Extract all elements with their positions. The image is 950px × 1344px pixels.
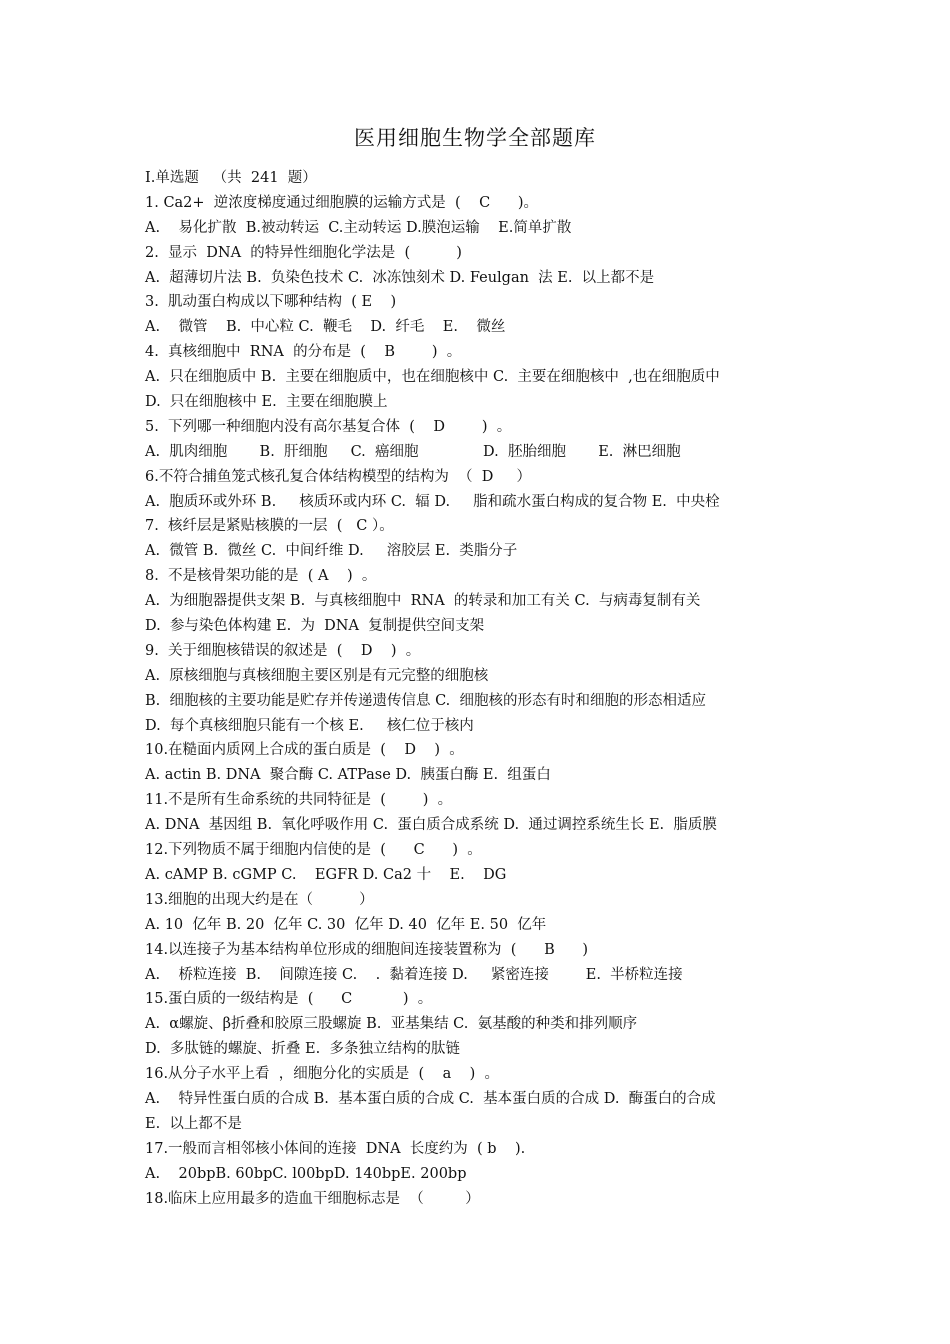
text-line: B. 细胞核的主要功能是贮存并传递遗传信息 C. 细胞核的形态有时和细胞的形态相适应 xyxy=(145,692,706,709)
text-line: A. 易化扩散 B.被动转运 C.主动转运 D.膜泡运输 E.简单扩散 xyxy=(145,219,572,236)
text-line: 18.临床上应用最多的造血干细胞标志是 （ ） xyxy=(145,1190,480,1207)
text-line: I.单选题 （共 241 题） xyxy=(145,170,317,186)
document-title: 医用细胞生物学全部题库 xyxy=(354,126,596,150)
text-line: 7. 核纤层是紧贴核膜的一层 ( C ）。 xyxy=(145,518,394,535)
text-line: 12.下列物质不属于细胞内信使的是 ( C ) 。 xyxy=(145,842,482,859)
text-line: E. 以上都不是 xyxy=(145,1115,242,1132)
text-line: 13.细胞的出现大约是在（ ） xyxy=(145,891,374,908)
text-line: 16.从分子水平上看 ，细胞分化的实质是 ( a ) 。 xyxy=(145,1066,500,1083)
text-line: A. 20bpB. 60bpC. l00bpD. 140bpE. 200bp xyxy=(145,1165,467,1182)
text-line: 5. 下列哪一种细胞内没有高尔基复合体 ( D ) 。 xyxy=(145,418,512,435)
text-line: D. 多肽链的螺旋、折叠 E. 多条独立结构的肽链 xyxy=(145,1041,460,1058)
text-line: 4. 真核细胞中 RNA 的分布是 ( B ) 。 xyxy=(145,344,462,361)
text-line: A. 肌肉细胞 B. 肝细胞 C. 癌细胞 D. 胚胎细胞 E. 淋巴细胞 xyxy=(145,443,681,460)
text-line: 8. 不是核骨架功能的是 ( A ) 。 xyxy=(145,568,377,585)
text-line: A. 原核细胞与真核细胞主要区别是有元完整的细胞核 xyxy=(145,667,489,684)
text-line: A. 微管 B. 中心粒 C. 鞭毛 D. 纤毛 E. 微丝 xyxy=(145,319,506,336)
text-line: 11.不是所有生命系统的共同特征是 ( ) 。 xyxy=(145,792,453,809)
text-line: A. 微管 B. 微丝 C. 中间纤维 D. 溶胶层 E. 类脂分子 xyxy=(145,543,518,560)
text-line: D. 每个真核细胞只能有一个核 E. 核仁位于核内 xyxy=(145,717,474,734)
text-line: 15.蛋白质的一级结构是 ( C ) 。 xyxy=(145,991,433,1008)
text-line: A. actin B. DNA 聚合酶 C. ATPase D. 胰蛋白酶 E. 组蛋白 xyxy=(145,767,551,784)
text-line: A. 胞质环或外环 B. 核质环或内环 C. 辐 D. 脂和疏水蛋白构成的复合物 E. 中央栓 xyxy=(145,493,720,510)
text-line: D. 参与染色体构建 E. 为 DNA 复制提供空间支架 xyxy=(145,618,485,635)
text-line: A. 超薄切片法 B. 负染色技术 C. 冰冻蚀刻术 D. Feulgan 法 E. 以上都不是 xyxy=(145,269,655,286)
text-line: 2. 显示 DNA 的特异性细胞化学法是 ( ) xyxy=(145,244,462,261)
text-line: A. cAMP B. cGMP C. EGFR D. Ca2 十 E. DG xyxy=(145,866,507,883)
text-line: 17.一般而言相邻核小体间的连接 DNA 长度约为 ( b ). xyxy=(145,1140,526,1157)
text-line: A. DNA 基因组 B. 氧化呼吸作用 C. 蛋白质合成系统 D. 通过调控系统生长 E. 脂质膜 xyxy=(145,817,717,834)
text-line: 14.以连接子为基本结构单位形成的细胞间连接装置称为 ( B ) xyxy=(145,941,589,958)
text-line: A. 只在细胞质中 B. 主要在细胞质中，也在细胞核中 C. 主要在细胞核中 ,也在细胞质中 xyxy=(145,369,720,386)
text-line: D. 只在细胞核中 E. 主要在细胞膜上 xyxy=(145,394,388,411)
text-line: A. α螺旋、β折叠和胶原三股螺旋 B. 亚基集结 C. 氨基酸的种类和排列顺序 xyxy=(145,1016,638,1033)
text-line: 10.在糙面内质网上合成的蛋白质是 ( D ) 。 xyxy=(145,742,464,759)
text-line: 6.不符合捕鱼笼式核孔复合体结构模型的结构为 （ D ） xyxy=(145,468,531,485)
text-line: A. 桥粒连接 B. 间隙连接 C. . 黏着连接 D. 紧密连接 E. 半桥粒连接 xyxy=(145,966,683,983)
text-line: A. 10 亿年 B. 20 亿年 C. 30 亿年 D. 40 亿年 E. 50 亿年 xyxy=(145,916,547,933)
text-line: A. 为细胞器提供支架 B. 与真核细胞中 RNA 的转录和加工有关 C. 与病毒复制有关 xyxy=(145,593,701,610)
text-line: A. 特异性蛋白质的合成 B. 基本蛋白质的合成 C. 基本蛋白质的合成 D. 酶蛋白的合成 xyxy=(145,1090,716,1107)
text-line: 3. 肌动蛋白构成以下哪种结构 ( E ) xyxy=(145,294,397,311)
text-line: 1. Ca2+ 逆浓度梯度通过细胞膜的运输方式是 ( C )。 xyxy=(145,194,538,211)
question-list xyxy=(145,166,845,1211)
text-line: 9. 关于细胞核错误的叙述是 ( D ) 。 xyxy=(145,642,421,659)
